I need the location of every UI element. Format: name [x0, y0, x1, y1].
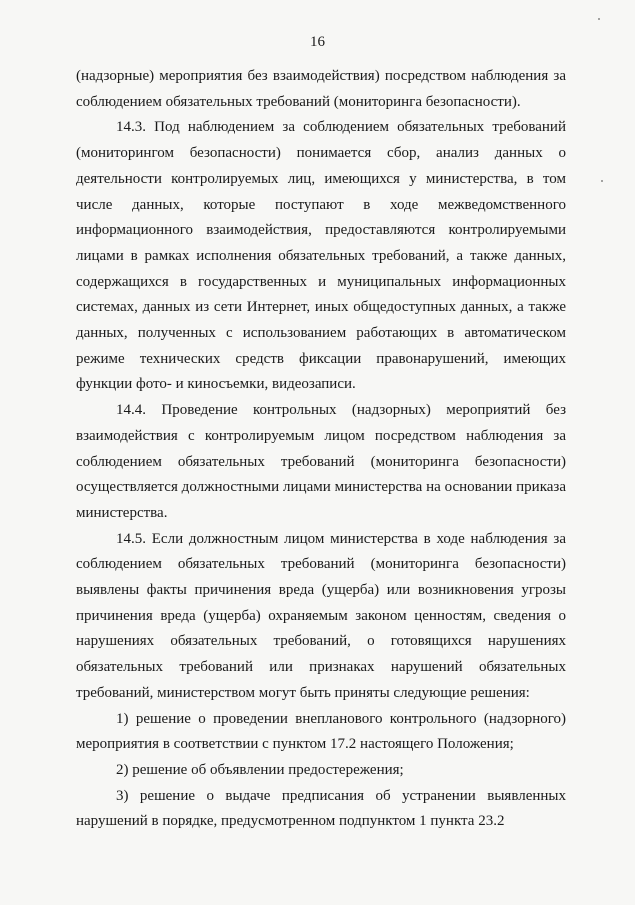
paragraph: 2) решение об объявлении предостережения; — [116, 761, 404, 778]
document-body — [76, 64, 566, 835]
scan-speck — [598, 18, 600, 20]
paragraph: 14.5. Если должностным лицом министерства в ходе наблюдения за соблюдением обязательных требований (мониторинга безопасности) выявлены факты причинения вреда (ущерба) или возникновения угрозы причинения вреда (ущерба) охраняемым законом ценностям, сведения о нарушениях обязательных требований, о готовящихся нарушениях обязательных требований или признаках нарушений обязательных требований, министерством могут быть приняты следующие решения: — [76, 530, 566, 701]
paragraph: 14.3. Под наблюдением за соблюдением обязательных требований (мониторингом безопасности) понимается сбор, анализ данных о деятельности контролируемых лиц, имеющихся у министерства, в том числе данных, которые поступают в ходе межведомственного информационного взаимодействия, предоставляются контролируемыми лицами в рамках исполнения обязательных требований, а также данных, содержащихся в государственных и муниципальных информационных системах, данных из сети Интернет, иных общедоступных данных, а также данных, полученных с использованием работающих в автоматическом режиме технических средств фиксации правонарушений, имеющих функции фото- и киносъемки, видеозаписи. — [76, 119, 566, 393]
scan-speck — [601, 180, 603, 182]
page-number: 16 — [310, 34, 325, 50]
paragraph: (надзорные) мероприятия без взаимодействия) посредством наблюдения за соблюдением обязательных требований (мониторинга безопасности). — [76, 68, 566, 110]
paragraph: 3) решение о выдаче предписания об устранении выявленных нарушений в порядке, предусмотренном подпунктом 1 пункта 23.2 — [76, 787, 566, 830]
paragraph: 1) решение о проведении внепланового контрольного (надзорного) мероприятия в соответствии с пунктом 17.2 настоящего Положения; — [76, 710, 566, 753]
paragraph: 14.4. Проведение контрольных (надзорных) мероприятий без взаимодействия с контролируемым лицом посредством наблюдения за соблюдением обязательных требований (мониторинга безопасности) осуществляется должностными лицами министерства на основании приказа министерства. — [76, 402, 566, 521]
